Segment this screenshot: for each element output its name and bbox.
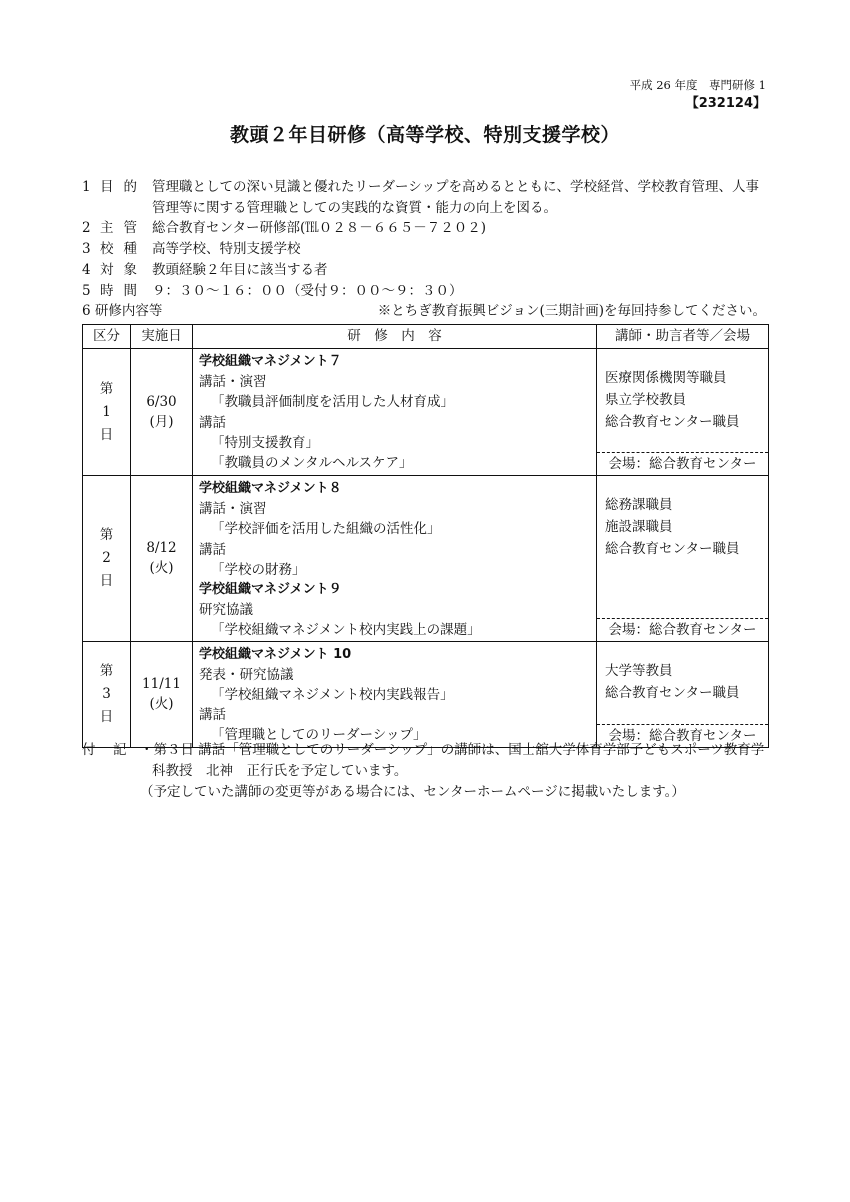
module-title: 学校組織マネジメント９	[199, 581, 342, 597]
day-label-char: 3	[102, 685, 111, 702]
content-cell	[193, 349, 597, 476]
date-cell	[131, 476, 193, 642]
session-weekday: (火)	[149, 560, 174, 577]
module-title: 学校組織マネジメント７	[199, 354, 342, 369]
module-title: 学校組織マネジメント 10	[199, 646, 352, 662]
lecturer-name: 総合教育センター職員	[605, 541, 740, 557]
session-topic: 「学校の財務」	[211, 561, 306, 578]
date-cell	[131, 349, 193, 476]
venue-label: 会場：総合教育センター	[597, 724, 768, 747]
module-title: 学校組織マネジメント８	[199, 481, 342, 496]
header-lecturer: 講師・助言者等／会場	[597, 325, 769, 349]
session-date: 11/11	[142, 676, 181, 692]
course-year-label: 平成 26 年度 専門研修 1	[629, 78, 766, 92]
notice-text: ※とちぎ教育振興ビジョン(三期計画)を毎回持参してください。	[377, 303, 766, 319]
day-label-char: 第	[99, 380, 114, 397]
item-label: 対象	[100, 262, 147, 278]
day-label-char: 日	[99, 708, 114, 725]
notes-label: 付 記	[82, 742, 129, 758]
session-topic: 「管理職としてのリーダーシップ」	[211, 727, 427, 744]
session-weekday: (月)	[149, 414, 174, 430]
lecturer-cell	[597, 349, 769, 476]
item-host	[82, 222, 152, 236]
purpose-text-line1: 管理職としての深い見識と優れたリーダーシップを高めるとともに、学校経営、学校教育管理、人事	[152, 179, 759, 195]
lecturer-name: 総務課職員	[605, 497, 673, 513]
page-title: 教頭２年目研修（高等学校、特別支援学校）	[229, 124, 620, 146]
host-text: 総合教育センター研修部(℡０２８－６６５－７２０２)	[152, 220, 486, 236]
content-cell	[193, 641, 597, 747]
header-date: 実施日	[131, 325, 193, 349]
lecturer-name: 総合教育センター職員	[605, 414, 740, 430]
school-type-text: 高等学校、特別支援学校	[152, 241, 301, 257]
session-type: 講話・演習	[199, 501, 267, 518]
session-date: 6/30	[146, 394, 177, 410]
notes-line1: ・第３日 講話「管理職としてのリーダーシップ」の講師は、国士舘大学体育学部子どもスポーツ教育学	[140, 742, 765, 758]
item-purpose	[82, 181, 152, 195]
item-number: 5	[82, 283, 91, 299]
item-label: 校種	[100, 241, 147, 257]
session-weekday: (火)	[149, 696, 174, 712]
session-type: 講話	[199, 707, 226, 724]
table-header-row	[83, 325, 769, 349]
item-label: 主管	[100, 220, 147, 236]
day-label-char: 第	[99, 526, 114, 543]
session-type: 講話	[199, 541, 226, 558]
course-code: 【232124】	[685, 96, 766, 111]
day-label-char: 1	[102, 403, 111, 420]
table-row	[83, 349, 769, 476]
session-topic: 「学校組織マネジメント校内実践上の課題」	[211, 622, 481, 639]
notes-line3: （予定していた講師の変更等がある場合には、センターホームページに掲載いたします。）	[140, 784, 685, 800]
venue-label: 会場：総合教育センター	[597, 618, 768, 641]
item-number: 4	[82, 262, 91, 278]
venue-label: 会場：総合教育センター	[597, 452, 768, 475]
session-topic: 「学校組織マネジメント校内実践報告」	[211, 686, 454, 703]
day-label	[83, 476, 131, 642]
day-label-char: 日	[99, 426, 114, 443]
lecturer-name: 県立学校教員	[605, 392, 686, 408]
session-type: 講話	[199, 414, 226, 431]
item-target	[82, 264, 152, 278]
lecturer-list	[605, 660, 739, 704]
item-number: 2	[82, 220, 91, 236]
notes-line2: 科教授 北神 正行氏を予定しています。	[152, 763, 408, 779]
day-label	[83, 349, 131, 476]
day-label-char: 第	[99, 662, 114, 679]
session-type: 講話・演習	[199, 374, 267, 391]
lecturer-name: 施設課職員	[605, 519, 673, 535]
target-text: 教頭経験２年目に該当する者	[152, 262, 328, 278]
session-topic: 「教職員評価制度を活用した人材育成」	[211, 394, 454, 411]
day-label-char: 日	[99, 572, 114, 589]
day-label	[83, 641, 131, 747]
lecturer-cell	[597, 476, 769, 642]
session-topic: 「教職員のメンタルヘルスケア」	[211, 454, 413, 471]
date-cell	[131, 641, 193, 747]
lecturer-name: 総合教育センター職員	[605, 684, 740, 701]
item-number: 3	[82, 241, 91, 257]
header-division: 区分	[83, 325, 131, 349]
session-topic: 「学校評価を活用した組織の活性化」	[211, 521, 441, 538]
lecturer-list	[605, 494, 739, 560]
session-type: 発表・研究協議	[199, 666, 294, 683]
item-time	[82, 285, 152, 299]
day-label-char: 2	[102, 549, 111, 566]
purpose-text-line2: 管理等に関する管理職としての実践的な資質・能力の向上を図る。	[152, 200, 557, 216]
lecturer-cell	[597, 641, 769, 747]
item-label: 目的	[100, 179, 147, 195]
session-type: 研究協議	[199, 602, 253, 619]
content-cell	[193, 476, 597, 642]
session-date: 8/12	[146, 540, 177, 557]
lecturer-list	[605, 367, 739, 433]
table-row	[83, 641, 769, 747]
lecturer-name: 医療関係機関等職員	[605, 370, 727, 386]
item-number: 1	[82, 179, 91, 195]
header-content: 研 修 内 容	[193, 325, 597, 349]
time-text: ９：３０～１６：００（受付９：００～９：３０）	[152, 283, 463, 299]
item-label: 時間	[100, 283, 147, 299]
item-school-type	[82, 243, 152, 257]
schedule-table	[82, 324, 769, 748]
contents-heading: 6 研修内容等	[82, 303, 163, 319]
session-topic: 「特別支援教育」	[211, 434, 319, 451]
table-row	[83, 476, 769, 642]
lecturer-name: 大学等教員	[605, 662, 673, 679]
